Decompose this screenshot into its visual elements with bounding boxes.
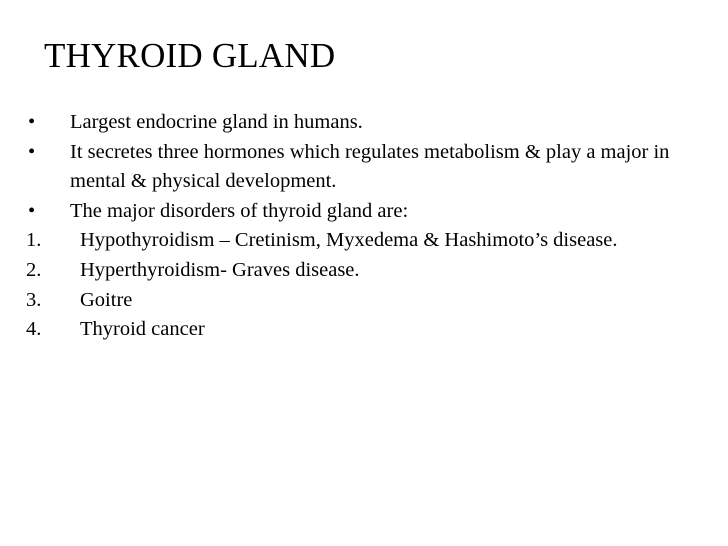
bullet-text: Largest endocrine gland in humans.: [70, 111, 363, 133]
bullet-marker: •: [28, 111, 36, 133]
numbered-item: [26, 256, 686, 286]
bullet-text: The major disorders of thyroid gland are:: [70, 199, 409, 222]
numbered-item: [26, 286, 686, 316]
bullet-item: [26, 108, 686, 138]
list-number: 1.: [26, 229, 42, 252]
numbered-text: Goitre: [80, 288, 133, 311]
numbered-item: [26, 226, 686, 256]
bullet-item: [26, 197, 686, 227]
numbered-text: Thyroid cancer: [80, 318, 205, 341]
bullet-marker: •: [28, 140, 36, 163]
list-number: 4.: [26, 318, 42, 341]
bullet-item: [26, 138, 686, 197]
bullet-text: It secretes three hormones which regulates metabolism & play a major in mental & physical development.: [70, 140, 670, 193]
slide-title: THYROID GLAND: [44, 36, 336, 75]
slide-body: [26, 108, 686, 345]
numbered-item: [26, 315, 686, 345]
list-number: 2.: [26, 258, 42, 281]
bullet-marker: •: [28, 199, 36, 222]
numbered-text: Hypothyroidism – Cretinism, Myxedema & Hashimoto’s disease.: [80, 229, 618, 252]
numbered-text: Hyperthyroidism- Graves disease.: [80, 258, 360, 281]
list-number: 3.: [26, 288, 42, 311]
